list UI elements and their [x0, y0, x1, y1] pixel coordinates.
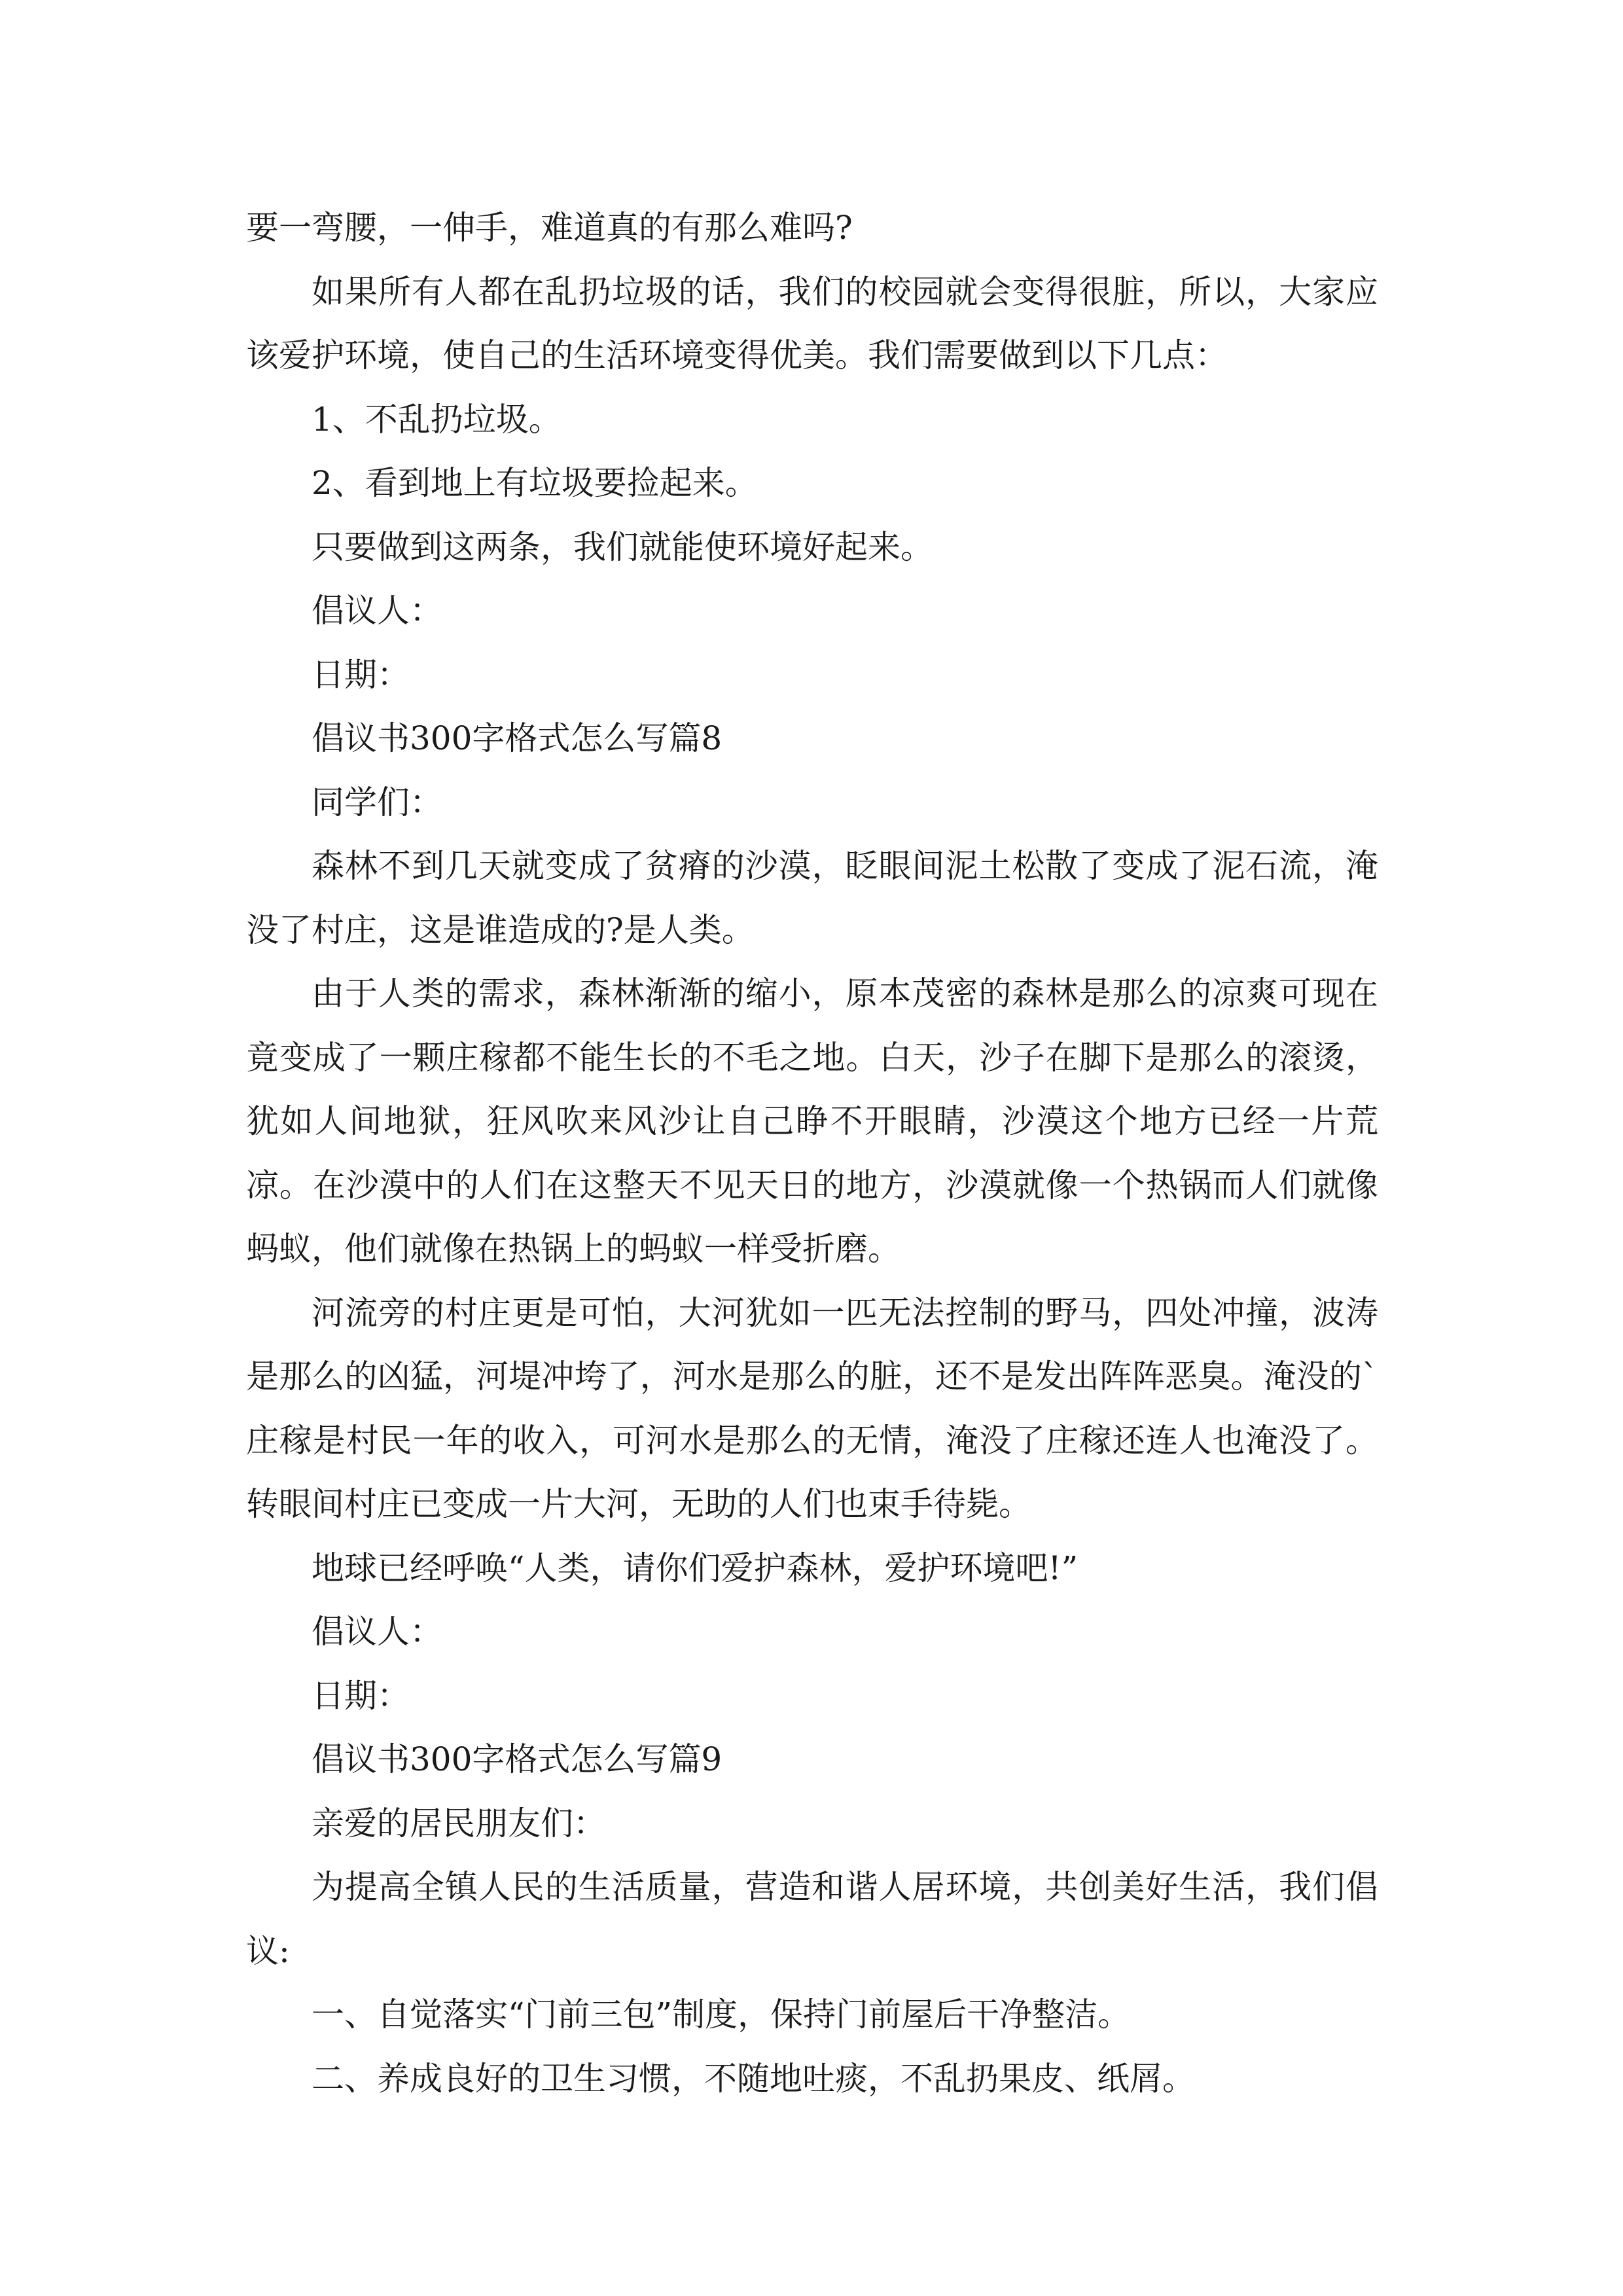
- paragraph: 要一弯腰，一伸手，难道真的有那么难吗?: [246, 209, 853, 247]
- signature-label: 倡议人：: [312, 592, 442, 630]
- list-item: 1、不乱扔垃圾。: [312, 400, 562, 439]
- paragraph: 由于人类的需求，森林渐渐的缩小，原本茂密的森林是那么的凉爽可现在竟变成了一颗庄稼都不能生长的不毛之地。白天，沙子在脚下是那么的滚烫，犹如人间地狱，狂风吹来风沙让自己睁不开眼睛，沙漠这个地方已经一片荒凉。在沙漠中的人们在这整天不见天日的地方，沙漠就像一个热锅而人们就像蚂蚁，他们就像在热锅上的蚂蚁一样受折磨。: [246, 975, 1378, 1268]
- list-item: 一、自觉落实“门前三包”制度，保持门前屋后干净整洁。: [312, 1996, 1131, 2034]
- list-item: 2、看到地上有垃圾要捡起来。: [312, 464, 758, 502]
- section-heading: 倡议书300字格式怎么写篇8: [312, 719, 722, 757]
- paragraph: 地球已经呼唤“人类，请你们爱护森林，爱护环境吧!”: [312, 1549, 1079, 1587]
- signature-label: 倡议人：: [312, 1613, 442, 1651]
- list-item: 二、养成良好的卫生习惯，不随地吐痰，不乱扔果皮、纸屑。: [312, 2059, 1195, 2098]
- paragraph: 为提高全镇人民的生活质量，营造和谐人居环境，共创美好生活，我们倡议:: [246, 1868, 1378, 1970]
- document-body: [246, 196, 1378, 2111]
- paragraph: 河流旁的村庄更是可怕，大河犹如一匹无法控制的野马，四处冲撞，波涛是那么的凶猛，河堤冲垮了，河水是那么的脏，还不是发出阵阵恶臭。淹没的`庄稼是村民一年的收入，可河水是那么的无情，淹没了庄稼还连人也淹没了。转眼间村庄已变成一片大河，无助的人们也束手待毙。: [246, 1293, 1378, 1523]
- salutation: 同学们：: [312, 783, 442, 821]
- date-label: 日期：: [312, 655, 410, 694]
- paragraph: 森林不到几天就变成了贫瘠的沙漠，眨眼间泥土松散了变成了泥石流，淹没了村庄，这是谁造成的?是人类。: [246, 847, 1378, 949]
- date-label: 日期：: [312, 1676, 410, 1715]
- section-heading: 倡议书300字格式怎么写篇9: [312, 1740, 722, 1778]
- salutation: 亲爱的居民朋友们：: [312, 1804, 606, 1842]
- paragraph: 如果所有人都在乱扔垃圾的话，我们的校园就会变得很脏，所以，大家应该爱护环境，使自己的生活环境变得优美。我们需要做到以下几点：: [246, 272, 1378, 374]
- paragraph: 只要做到这两条，我们就能使环境好起来。: [312, 528, 933, 566]
